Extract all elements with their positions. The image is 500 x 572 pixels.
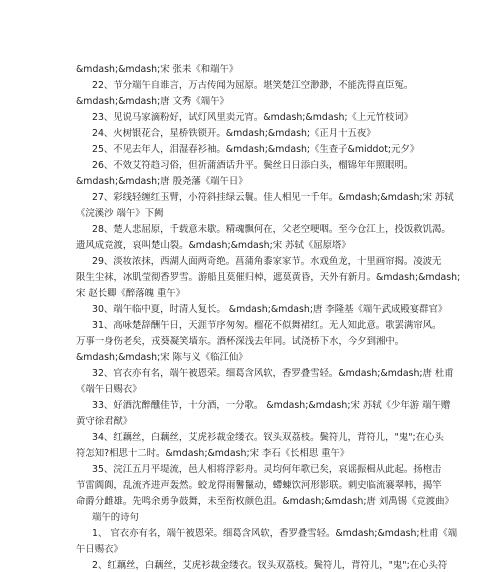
text-line: 34、红藕丝，白藕丝，艾虎衫裁金缕衣。钗头双荔枝。鬓符儿，背符儿，"鬼";在心头 bbox=[92, 432, 444, 443]
text-line: 午日赐衣》 bbox=[76, 544, 123, 555]
section-heading: 端午的诗句 bbox=[92, 512, 139, 523]
text-line: 2、红藕丝，白藕丝，艾虎衫裁金缕衣。钗头双荔枝。鬓符儿，背符儿，"鬼";在心头符 bbox=[92, 560, 448, 571]
text-line: 命爵分雌雄。先鸣余勇争鼓舞，未至衔枚颜色沮。&mdash;&mdash;唐 刘禹锡《竞渡曲》 bbox=[76, 496, 454, 507]
text-line: 节雷阗阗，乱流齐进声轰然。蛟龙得雨鬐鬣动，螮蝀饮河形影联。刺史临流褰翠帏，揭竿 bbox=[76, 480, 442, 491]
text-line: 符怎知?相思十二时。&mdash;&mdash;宋 李石《长相思 重午》 bbox=[76, 448, 350, 459]
text-line: 1、 官衣亦有名，端午被恩荣。细葛含风软，香罗叠雪轻。&mdash;&mdash;杜甫《端 bbox=[92, 528, 458, 539]
text-line: 25、不见去年人，泪湿春衫袖。&mdash;&mdash;《生查子&middot;元夕》 bbox=[92, 144, 420, 155]
text-line: 宋 赵长卿《醉落魄 重午》 bbox=[76, 288, 186, 299]
text-line: &mdash;&mdash;唐 文秀《端午》 bbox=[76, 96, 229, 107]
text-line: &mdash;&mdash;宋 陈与义《临江仙》 bbox=[76, 352, 248, 363]
text-line: 22、节分端午自谁言，万古传闻为屈原。堪笑楚江空渺渺，不能洗得直臣冤。 bbox=[92, 80, 414, 91]
text-line: 万事一身伤老矣，戎葵凝笑墙东。酒杯深浅去年同。试浇桥下水，今夕到湘中。 bbox=[76, 336, 405, 347]
text-line: 32、官衣亦有名，端午被恩荣。细葛含风软，香罗叠雪轻。&mdash;&mdash;唐 杜甫 bbox=[92, 368, 454, 379]
text-line: 《浣溪沙 端午》下阙 bbox=[76, 208, 164, 219]
text-line: 遗风成竞渡，哀叫楚山裂。&mdash;&mdash;宋 苏轼《屈原塔》 bbox=[76, 240, 351, 251]
text-line: &mdash;&mdash;宋 张耒《和端午》 bbox=[76, 64, 239, 75]
text-line: 24、火树银花合，星桥铁锁开。&mdash;&mdash;《正月十五夜》 bbox=[92, 128, 376, 139]
text-line: 26、不效艾符趋习俗，但祈蒲酒话升平。鬓丝日日添白头，榴锦年年照眼明。 bbox=[92, 160, 414, 171]
text-line: 31、高咏楚辞酬午日，天涯节序匆匆。榴花不似舞裙红。无人知此意。歌罢满帘风。 bbox=[92, 320, 442, 331]
text-line: 《端午日赐衣》 bbox=[76, 384, 142, 395]
text-line: 30、端午临中夏，时清人复长。 &mdash;&mdash;唐 李隆基《端午武成殿宴群官》 bbox=[92, 304, 448, 315]
text-line: 27、彩线轻缠红玉臂，小符斜挂绿云鬟。佳人相见一千年。&mdash;&mdash;宋 苏轼 bbox=[92, 192, 454, 203]
text-line: 35、浣江五月平堤流，邑人相将浮彩舟。灵均何年歌已矣，哀谣振楫从此起。扬枹击 bbox=[92, 464, 442, 475]
text-line: &mdash;&mdash;唐 殷尧藩《端午日》 bbox=[76, 176, 248, 187]
text-line: 33、好酒沈醉醺佳节，十分酒，一分歌。 &mdash;&mdash;宋 苏轼《少年游 端午赠 bbox=[92, 400, 451, 411]
text-line: 29、淡妆浓抹，西湖人面两奇绝。菖蒲角黍家家节。水戏鱼龙，十里画帘揭。凌波无 bbox=[92, 256, 442, 267]
text-line: 黄守徐君猷》 bbox=[76, 416, 133, 427]
text-line: 28、楚人悲屈原，千载意未歇。精魂飘何在，父老空哽咽。至今仓江上，投饭救饥渴。 bbox=[92, 224, 451, 235]
text-line: 限生尘袜，冰肌莹彻香罗雪。游船且莫催归棹，遮莫黄昏，天外有新月。&mdash;&mdash; bbox=[76, 272, 461, 283]
text-line: 23、见说马家滴粉好，试灯风里卖元宵。&mdash;&mdash;《上元竹枝词》 bbox=[92, 112, 414, 123]
